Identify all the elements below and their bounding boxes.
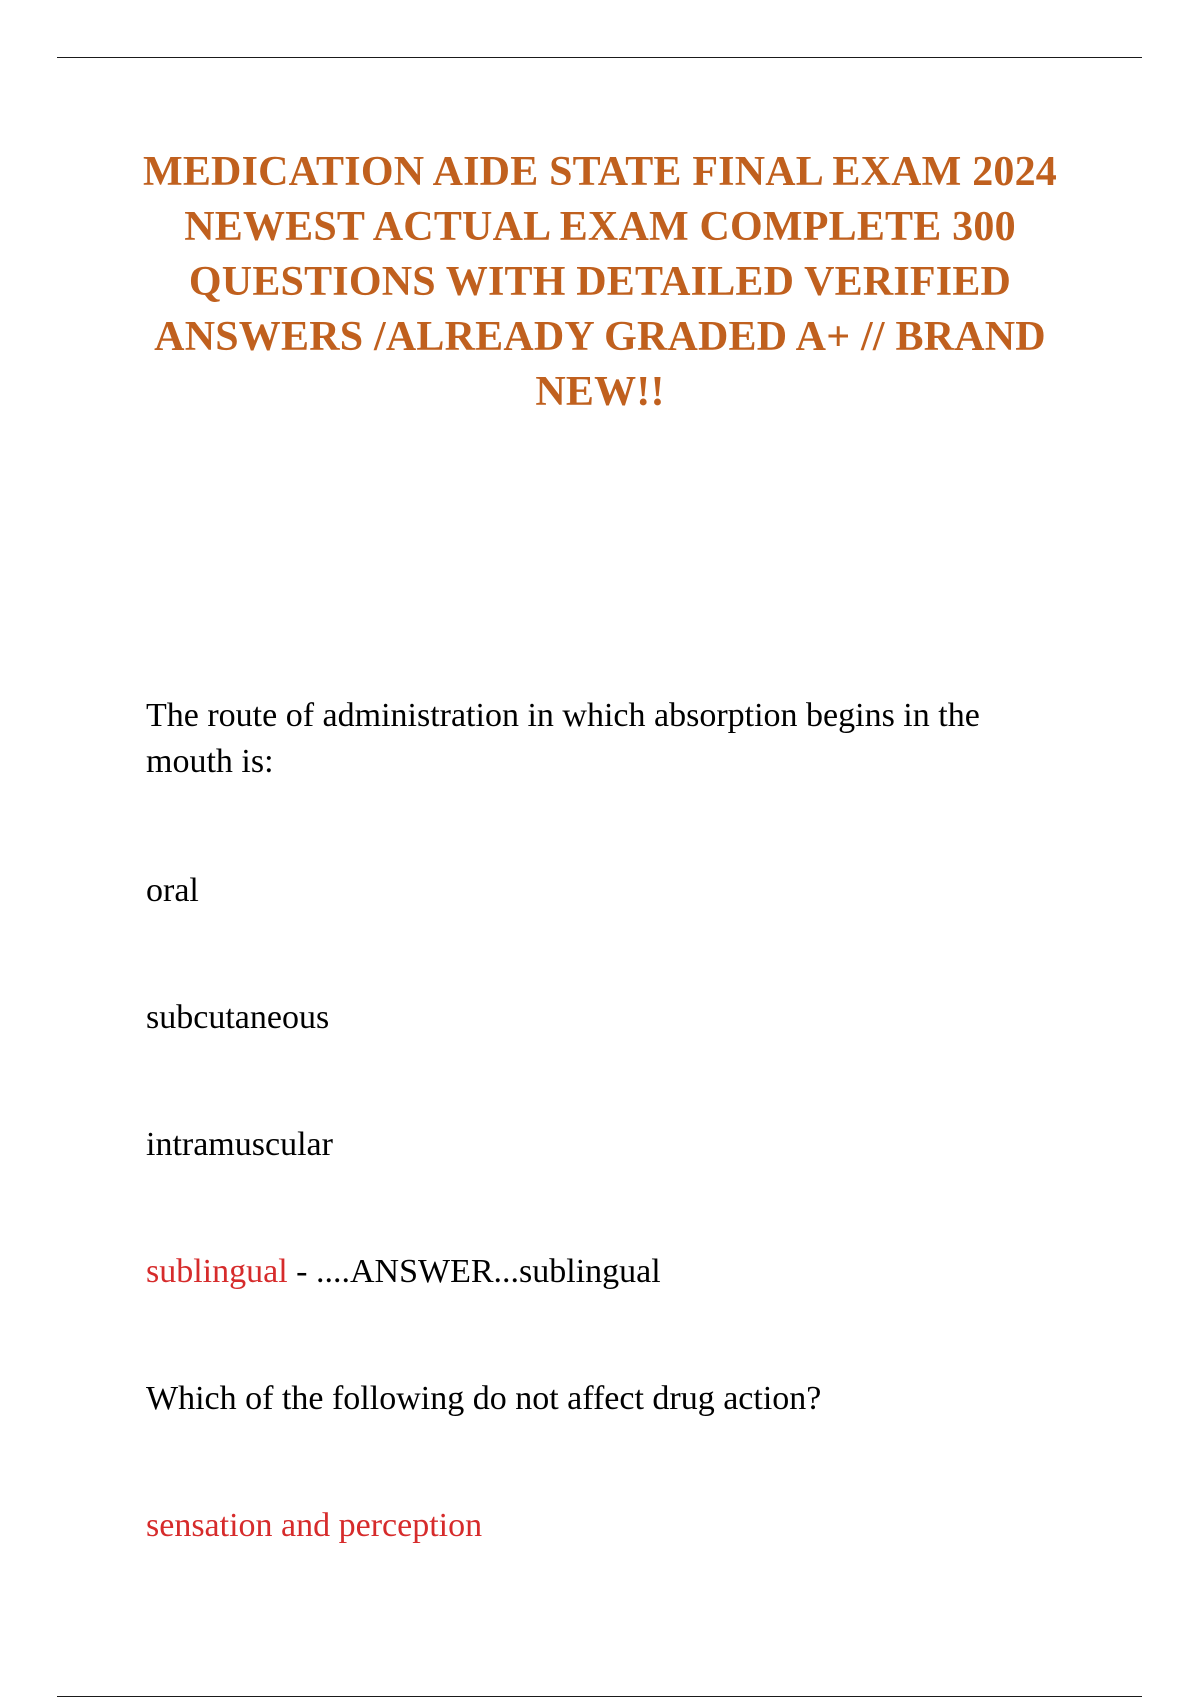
- question-1-correct-option: sublingual: [146, 1253, 288, 1290]
- document-title: MEDICATION AIDE STATE FINAL EXAM 2024 NEWEST ACTUAL EXAM COMPLETE 300 QUESTIONS WITH DETAILED VERIFIED ANSWERS /ALREADY GRADED A+ // BRAND NEW!!: [142, 149, 1057, 415]
- question-1-prompt: The route of administration in which absorption begins in the mouth is:: [146, 697, 980, 780]
- question-1-answer-text: - ....ANSWER...sublingual: [287, 1253, 661, 1290]
- top-rule: [57, 57, 1142, 58]
- question-1-option-oral: oral: [146, 872, 199, 909]
- question-1-option-intramuscular: intramuscular: [146, 1126, 333, 1163]
- question-2-prompt: Which of the following do not affect drug action?: [146, 1380, 822, 1417]
- bottom-rule: [57, 1696, 1142, 1697]
- question-1-option-subcutaneous: subcutaneous: [146, 999, 330, 1036]
- question-1-answer-line: [146, 1249, 1046, 1295]
- question-2-correct-option: sensation and perception: [146, 1507, 483, 1544]
